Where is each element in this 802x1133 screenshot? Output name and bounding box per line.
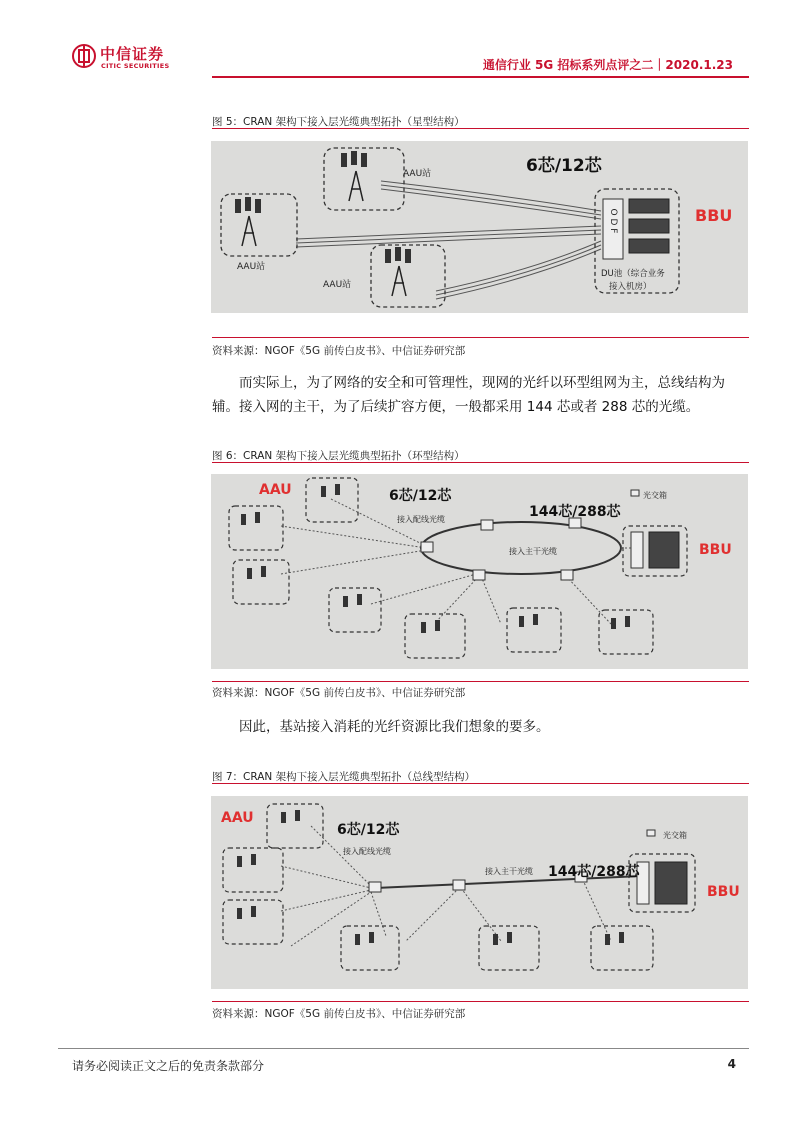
figure-6-caption: 图 6：CRAN 架构下接入层光缆典型拓扑（环型结构） <box>212 450 465 462</box>
fig7-trunk-cable-label: 接入主干光缆 <box>485 867 533 876</box>
figure-6-ring-topology <box>211 474 748 669</box>
report-title: 通信行业 5G 招标系列点评之二｜2020.1.23 <box>482 58 733 72</box>
footer-divider <box>58 1048 749 1049</box>
figure-5-star-topology <box>211 141 748 313</box>
figure-5-top-rule <box>212 128 749 129</box>
figure-7-top-rule <box>212 783 749 784</box>
fig7-aau-label: AAU <box>221 810 254 826</box>
logo-text-cn: 中信证券 <box>100 45 165 63</box>
paragraph-text: 因此，基站接入消耗的光纤资源比我们想象的要多。 <box>239 719 550 735</box>
body-paragraph-2 <box>212 715 749 739</box>
fig7-distribution-cable-label: 接入配线光缆 <box>343 847 391 856</box>
fig6-splice-box-label: 光交箱 <box>643 491 667 500</box>
header-divider <box>212 76 749 78</box>
figure-7-bus-topology <box>211 796 748 989</box>
figure-7-source: 资料来源：NGOF《5G 前传白皮书》、中信证券研究部 <box>212 1008 466 1020</box>
body-paragraph-1 <box>212 371 749 419</box>
fig7-cores-small-label: 6芯/12芯 <box>337 822 400 838</box>
figure-6-source: 资料来源：NGOF《5G 前传白皮书》、中信证券研究部 <box>212 687 466 699</box>
citic-logo-icon <box>72 44 96 68</box>
fig7-bbu-label: BBU <box>707 884 740 900</box>
fig5-du-pool-label-2: 接入机房） <box>609 282 652 292</box>
figure-5-bottom-rule <box>212 337 749 338</box>
fig6-cores-large-label: 144芯/288芯 <box>529 504 621 520</box>
fig5-odf-label: O D F <box>608 208 618 234</box>
figure-7-bottom-rule <box>212 1001 749 1002</box>
fig7-cores-large-label: 144芯/288芯 <box>548 864 640 880</box>
figure-7-caption: 图 7：CRAN 架构下接入层光缆典型拓扑（总线型结构） <box>212 771 476 783</box>
fig5-aau-site-label-2: AAU站 <box>237 262 266 272</box>
footer-disclaimer: 请务必阅读正文之后的免责条款部分 <box>72 1059 265 1073</box>
fig5-aau-site-label-1: AAU站 <box>403 169 432 179</box>
fig5-cores-label: 6芯/12芯 <box>526 156 602 176</box>
fig5-du-pool-label-1: DU池（综合业务 <box>601 269 665 279</box>
figure-5-caption: 图 5：CRAN 架构下接入层光缆典型拓扑（星型结构） <box>212 116 465 128</box>
fig6-trunk-cable-label: 接入主干光缆 <box>509 547 557 556</box>
fig7-splice-box-label: 光交箱 <box>663 831 687 840</box>
page-number: 4 <box>727 1057 736 1071</box>
fig5-bbu-label: BBU <box>695 206 733 225</box>
fig6-cores-small-label: 6芯/12芯 <box>389 488 452 504</box>
figure-6-bottom-rule <box>212 681 749 682</box>
fig6-bbu-label: BBU <box>699 542 732 558</box>
figure-5-source: 资料来源：NGOF《5G 前传白皮书》、中信证券研究部 <box>212 345 466 357</box>
fig5-aau-site-label-3: AAU站 <box>323 280 352 290</box>
logo-text-en: CITIC SECURITIES <box>101 62 170 70</box>
fig6-aau-label: AAU <box>259 482 292 498</box>
paragraph-text: 而实际上，为了网络的安全和可管理性，现网的光纤以环型组网为主，总线结构为辅。接入网的主干，为了后续扩容方便，一般都采用 144 芯或者 288 芯的光缆。 <box>212 375 725 415</box>
figure-6-top-rule <box>212 462 749 463</box>
fig6-distribution-cable-label: 接入配线光缆 <box>397 515 445 524</box>
